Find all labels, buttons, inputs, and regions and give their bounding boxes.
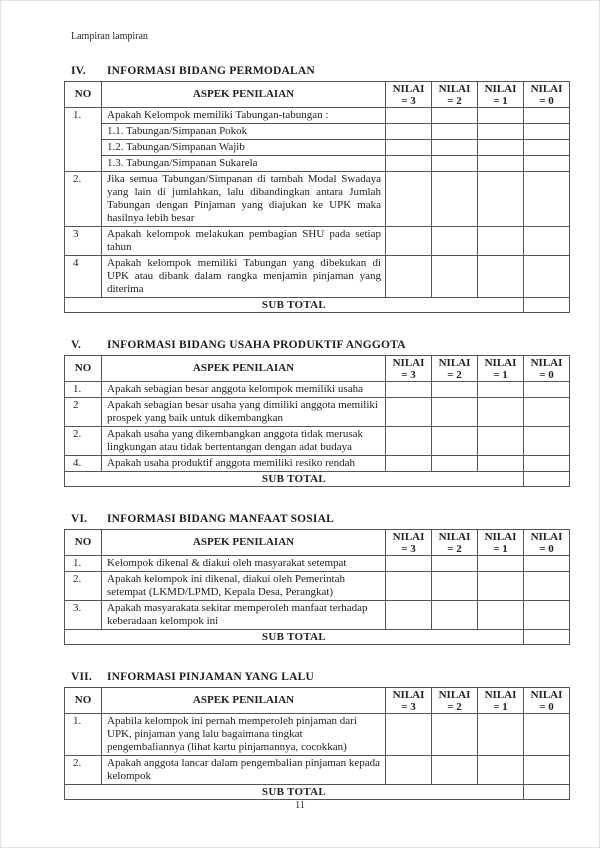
table-row xyxy=(65,382,570,398)
score-cell xyxy=(432,382,478,398)
col-header-no: NO xyxy=(65,530,102,556)
score-cell xyxy=(386,556,432,572)
subtotal-label: SUB TOTAL xyxy=(65,298,524,313)
score-cell xyxy=(432,756,478,785)
aspek-cell: Apakah anggota lancar dalam pengembalian pinjaman kepada kelompok xyxy=(102,756,386,785)
section-numeral: VI. xyxy=(71,513,88,525)
aspek-cell: 1.2. Tabungan/Simpanan Wajib xyxy=(102,140,386,156)
score-cell xyxy=(524,398,570,427)
col-header-nilai-2: NILAI = 2 xyxy=(432,688,478,714)
table-subrow xyxy=(65,156,570,172)
section-manfaat-sosial xyxy=(64,513,569,645)
score-cell xyxy=(524,256,570,298)
col-header-nilai-3: NILAI = 3 xyxy=(386,530,432,556)
score-cell xyxy=(432,256,478,298)
row-number: 1. xyxy=(65,714,102,756)
header-note: Lampiran lampiran xyxy=(71,31,148,42)
aspek-cell: Kelompok dikenal & diakui oleh masyarakat setempat xyxy=(102,556,386,572)
section-heading xyxy=(71,513,569,525)
aspek-cell: Apakah kelompok ini dikenal, diakui oleh Pemerintah setempat (LKMD/LPMD, Kepala Desa, Perangkat) xyxy=(102,572,386,601)
col-header-aspek: ASPEK PENILAIAN xyxy=(102,356,386,382)
score-cell xyxy=(478,172,524,227)
row-number: 2. xyxy=(65,572,102,601)
subtotal-score-cell xyxy=(524,298,570,313)
score-cell xyxy=(386,108,432,124)
score-cell xyxy=(524,108,570,124)
score-cell xyxy=(386,714,432,756)
section-title: INFORMASI PINJAMAN YANG LALU xyxy=(107,671,314,683)
section-title: INFORMASI BIDANG USAHA PRODUKTIF ANGGOTA xyxy=(107,339,406,351)
row-number: 3 xyxy=(65,227,102,256)
table-header-row xyxy=(65,82,570,108)
score-cell xyxy=(524,227,570,256)
row-number: 4 xyxy=(65,256,102,298)
aspek-cell: Apabila kelompok ini pernah memperoleh pinjaman dari UPK, pinjaman yang lalu bagaimana tingkat pengembaliannya (lihat kartu pinjamannya, cocokkan) xyxy=(102,714,386,756)
section-pinjaman-lalu xyxy=(64,671,569,800)
score-cell xyxy=(432,427,478,456)
score-cell xyxy=(432,398,478,427)
score-cell xyxy=(432,140,478,156)
score-cell xyxy=(386,398,432,427)
assessment-table-sosial xyxy=(64,529,570,645)
table-header-row xyxy=(65,356,570,382)
col-header-aspek: ASPEK PENILAIAN xyxy=(102,530,386,556)
subtotal-row xyxy=(65,630,570,645)
col-header-aspek: ASPEK PENILAIAN xyxy=(102,82,386,108)
section-numeral: VII. xyxy=(71,671,92,683)
score-cell xyxy=(524,572,570,601)
section-heading xyxy=(71,65,569,77)
score-cell xyxy=(524,756,570,785)
row-number: 1. xyxy=(65,382,102,398)
subtotal-score-cell xyxy=(524,630,570,645)
col-header-nilai-0: NILAI = 0 xyxy=(524,530,570,556)
subtotal-row xyxy=(65,785,570,800)
score-cell xyxy=(432,227,478,256)
table-header-row xyxy=(65,530,570,556)
section-numeral: IV. xyxy=(71,65,86,77)
score-cell xyxy=(478,256,524,298)
col-header-nilai-2: NILAI = 2 xyxy=(432,82,478,108)
table-row xyxy=(65,227,570,256)
col-header-nilai-0: NILAI = 0 xyxy=(524,688,570,714)
score-cell xyxy=(432,714,478,756)
score-cell xyxy=(478,140,524,156)
score-cell xyxy=(478,156,524,172)
score-cell xyxy=(386,756,432,785)
table-row xyxy=(65,556,570,572)
subtotal-row xyxy=(65,298,570,313)
row-number: 1. xyxy=(65,108,102,172)
assessment-table-pinjaman xyxy=(64,687,570,800)
aspek-cell: Apakah kelompok memiliki Tabungan yang dibekukan di UPK atau dibank dalam rangka menjamin pinjaman yang diterima xyxy=(102,256,386,298)
table-subrow xyxy=(65,140,570,156)
section-title: INFORMASI BIDANG MANFAAT SOSIAL xyxy=(107,513,334,525)
score-cell xyxy=(524,124,570,140)
score-cell xyxy=(478,714,524,756)
subtotal-label: SUB TOTAL xyxy=(65,472,524,487)
table-row xyxy=(65,456,570,472)
table-header-row xyxy=(65,688,570,714)
score-cell xyxy=(478,427,524,456)
subtotal-score-cell xyxy=(524,472,570,487)
page-content xyxy=(64,1,569,800)
col-header-nilai-1: NILAI = 1 xyxy=(478,82,524,108)
table-row xyxy=(65,398,570,427)
score-cell xyxy=(386,456,432,472)
row-number: 1. xyxy=(65,556,102,572)
score-cell xyxy=(524,714,570,756)
score-cell xyxy=(432,124,478,140)
score-cell xyxy=(478,398,524,427)
row-number: 2 xyxy=(65,398,102,427)
assessment-table-permodalan xyxy=(64,81,570,313)
score-cell xyxy=(386,156,432,172)
table-row xyxy=(65,714,570,756)
score-cell xyxy=(478,756,524,785)
table-row xyxy=(65,572,570,601)
aspek-cell: 1.1. Tabungan/Simpanan Pokok xyxy=(102,124,386,140)
score-cell xyxy=(524,140,570,156)
section-permodalan xyxy=(64,65,569,313)
aspek-cell: Jika semua Tabungan/Simpanan di tambah Modal Swadaya yang lain di jumlahkan, lalu dibandingkan antara Jumlah Tabungan dengan Pinjaman yang diajukan ke UPK maka hasilnya lebih besar xyxy=(102,172,386,227)
aspek-cell: Apakah usaha yang dikembangkan anggota tidak merusak lingkungan atau tidak bertentangan dengan adat budaya xyxy=(102,427,386,456)
row-number: 2. xyxy=(65,756,102,785)
score-cell xyxy=(478,601,524,630)
score-cell xyxy=(432,456,478,472)
aspek-cell: 1.3. Tabungan/Simpanan Sukarela xyxy=(102,156,386,172)
score-cell xyxy=(432,556,478,572)
subtotal-row xyxy=(65,472,570,487)
col-header-nilai-2: NILAI = 2 xyxy=(432,530,478,556)
score-cell xyxy=(478,124,524,140)
col-header-nilai-3: NILAI = 3 xyxy=(386,356,432,382)
section-heading xyxy=(71,339,569,351)
col-header-nilai-1: NILAI = 1 xyxy=(478,530,524,556)
score-cell xyxy=(524,382,570,398)
score-cell xyxy=(478,227,524,256)
aspek-cell: Apakah sebagian besar usaha yang dimiliki anggota memiliki prospek yang baik untuk dikembangkan xyxy=(102,398,386,427)
score-cell xyxy=(386,601,432,630)
col-header-nilai-2: NILAI = 2 xyxy=(432,356,478,382)
section-title: INFORMASI BIDANG PERMODALAN xyxy=(107,65,315,77)
score-cell xyxy=(524,427,570,456)
score-cell xyxy=(524,456,570,472)
score-cell xyxy=(432,156,478,172)
score-cell xyxy=(478,456,524,472)
section-numeral: V. xyxy=(71,339,82,351)
page-number: 11 xyxy=(294,800,306,811)
section-usaha-produktif xyxy=(64,339,569,487)
col-header-nilai-0: NILAI = 0 xyxy=(524,356,570,382)
score-cell xyxy=(478,556,524,572)
table-row xyxy=(65,172,570,227)
assessment-table-usaha xyxy=(64,355,570,487)
score-cell xyxy=(478,382,524,398)
score-cell xyxy=(478,108,524,124)
aspek-cell: Apakah sebagian besar anggota kelompok memiliki usaha xyxy=(102,382,386,398)
subtotal-label: SUB TOTAL xyxy=(65,630,524,645)
aspek-cell: Apakah masyarakata sekitar memperoleh manfaat terhadap keberadaan kelompok ini xyxy=(102,601,386,630)
score-cell xyxy=(524,601,570,630)
table-row xyxy=(65,756,570,785)
score-cell xyxy=(386,572,432,601)
subtotal-score-cell xyxy=(524,785,570,800)
score-cell xyxy=(386,140,432,156)
score-cell xyxy=(432,172,478,227)
col-header-nilai-3: NILAI = 3 xyxy=(386,82,432,108)
score-cell xyxy=(524,172,570,227)
col-header-nilai-1: NILAI = 1 xyxy=(478,356,524,382)
score-cell xyxy=(432,108,478,124)
score-cell xyxy=(432,601,478,630)
score-cell xyxy=(386,427,432,456)
score-cell xyxy=(386,256,432,298)
table-row xyxy=(65,256,570,298)
score-cell xyxy=(478,572,524,601)
section-heading xyxy=(71,671,569,683)
col-header-nilai-0: NILAI = 0 xyxy=(524,82,570,108)
col-header-no: NO xyxy=(65,356,102,382)
row-number: 4. xyxy=(65,456,102,472)
table-row xyxy=(65,601,570,630)
table-subrow xyxy=(65,124,570,140)
score-cell xyxy=(386,124,432,140)
col-header-no: NO xyxy=(65,82,102,108)
row-number: 3. xyxy=(65,601,102,630)
aspek-cell: Apakah Kelompok memiliki Tabungan-tabungan : xyxy=(102,108,386,124)
aspek-cell: Apakah kelompok melakukan pembagian SHU pada setiap tahun xyxy=(102,227,386,256)
score-cell xyxy=(524,156,570,172)
subtotal-label: SUB TOTAL xyxy=(65,785,524,800)
col-header-nilai-3: NILAI = 3 xyxy=(386,688,432,714)
aspek-cell: Apakah usaha produktif anggota memiliki resiko rendah xyxy=(102,456,386,472)
row-number: 2. xyxy=(65,172,102,227)
score-cell xyxy=(432,572,478,601)
score-cell xyxy=(524,556,570,572)
score-cell xyxy=(386,172,432,227)
col-header-nilai-1: NILAI = 1 xyxy=(478,688,524,714)
row-number: 2. xyxy=(65,427,102,456)
score-cell xyxy=(386,227,432,256)
table-row xyxy=(65,427,570,456)
table-row xyxy=(65,108,570,124)
col-header-aspek: ASPEK PENILAIAN xyxy=(102,688,386,714)
score-cell xyxy=(386,382,432,398)
col-header-no: NO xyxy=(65,688,102,714)
